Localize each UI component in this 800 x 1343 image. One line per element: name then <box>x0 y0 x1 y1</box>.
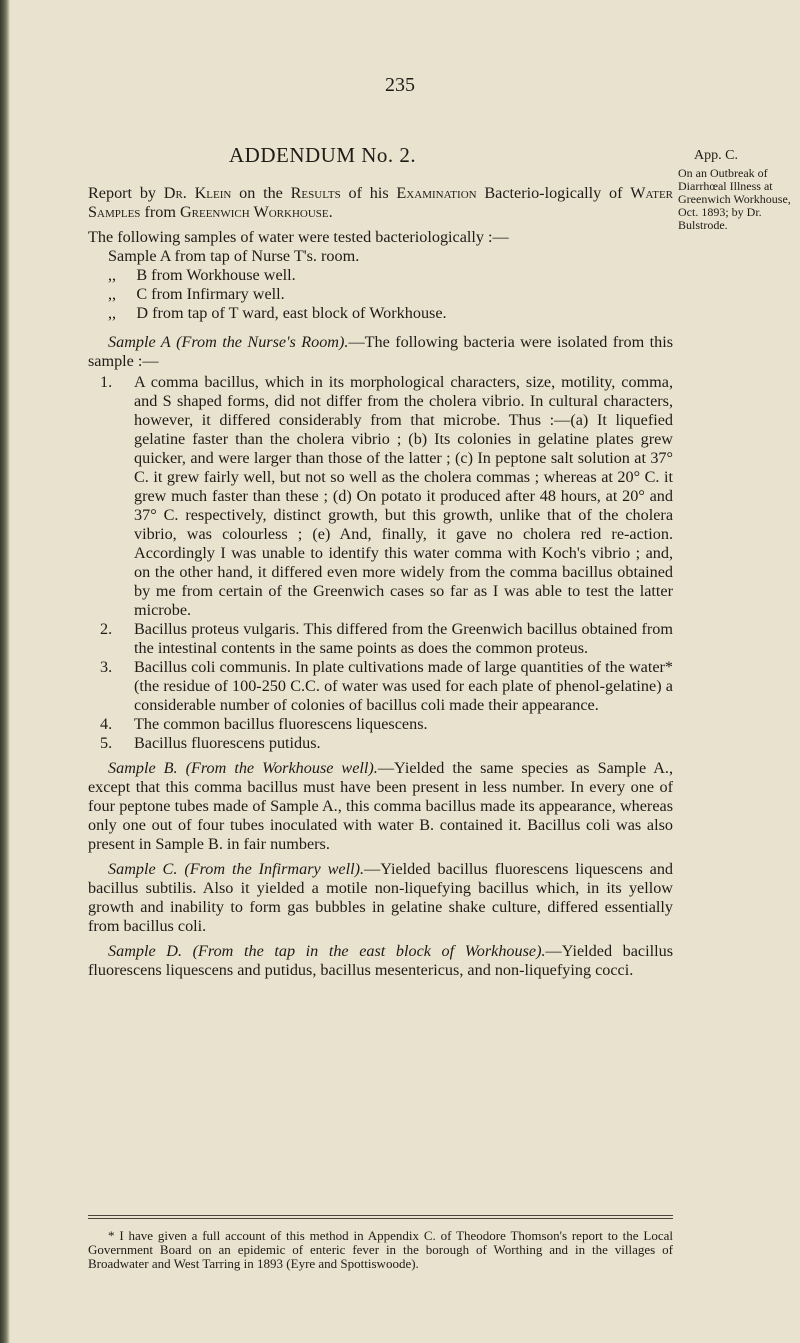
report-heading: Report by Dr. Klein on the Results of his Examination Bacterio-logically of Water Samples from Greenwich Workhouse. <box>88 184 674 221</box>
sample-list-item: ,, C from Infirmary well. <box>108 285 285 303</box>
bacteria-list <box>88 373 673 753</box>
bacteria-item: 3. Bacillus coli communis. In plate cultivations made of large quantities of the water* (the residue of 100-250 C.C. of water was used for each plate of phenol-gelatine) a considerable number of colonies of bacillus coli made their appearance. <box>100 658 673 714</box>
sample-c-paragraph: Sample C. (From the Infirmary well).—Yielded bacillus fluorescens liquescens and bacillus subtilis. Also it yielded a motile non-liquefying bacillus which, in its yellow growth and inability to form gas bubbles in gelatine shake culture, differed essentially from bacillus coli. <box>88 860 674 935</box>
intro-paragraph: The following samples of water were tested bacteriologically :— <box>88 228 509 246</box>
bacteria-item: 5. Bacillus fluorescens putidus. <box>100 734 321 752</box>
sample-a-paragraph: Sample A (From the Nurse's Room).—The following bacteria were isolated from this sample :— <box>88 333 673 370</box>
margin-sidenote: On an Outbreak of Diarrhœal Illness at Greenwich Workhouse, Oct. 1893; by Dr. Bulstrode. <box>678 166 791 232</box>
sample-list-item: ,, D from tap of T ward, east block of Workhouse. <box>108 304 447 322</box>
footnote: * I have given a full account of this method in Appendix C. of Theodore Thomson's report to the Local Government Board on an epidemic of enteric fever in the borough of Worthing and in the villages of Broadwater and West Tarring in 1893 (Eyre and Spottiswoode). <box>88 1228 673 1271</box>
sample-b-label: Sample B. <box>108 759 178 777</box>
sample-a-source: (From the Nurse's Room). <box>176 333 349 351</box>
sample-b-source: (From the Workhouse well). <box>185 759 378 777</box>
sample-c-source: (From the Infirmary well). <box>184 860 365 878</box>
sample-list <box>88 247 673 323</box>
sample-d-source: (From the tap in the east block of Workhouse). <box>192 942 546 960</box>
page-number: 235 <box>385 74 415 96</box>
page-binding-edge <box>0 0 10 1343</box>
sample-a-label: Sample A <box>108 333 171 351</box>
main-text <box>88 184 673 980</box>
bacteria-item: 4. The common bacillus fluorescens liquescens. <box>100 715 428 733</box>
bacteria-item: 1. A comma bacillus, which in its morphological characters, size, motility, comma, and S shaped forms, did not differ from the cholera vibrio. In cultural characters, however, it differed considerably from that microbe. Thus :—(a) It liquefied gelatine faster than the cholera vibrio ; (b) Its colonies in gelatine plates grew quicker, and were larger than those of the latter ; (c) In peptone salt solution at 37° C. it grew fairly well, but not so well as the cholera commas ; whereas at 20° C. it grew much faster than these ; (d) On potato it produced after 48 hours, at 20° and 37° C. respectively, distinct growth, but this growth, unlike that of the cholera vibrio, was colourless ; (e) And, finally, it gave no cholera red re-action. Accordingly I was unable to identify this water comma with Koch's vibrio ; and, on the other hand, it differed even more widely from the comma bacillus obtained by me from certain of the Greenwich cases so far as I was able to test the latter microbe. <box>100 373 673 619</box>
sample-d-paragraph: Sample D. (From the tap in the east block of Workhouse).—Yielded bacillus fluorescens liquescens and putidus, bacillus mesentericus, and non-liquefying cocci. <box>88 942 674 979</box>
sample-list-item: ,, B from Workhouse well. <box>108 266 296 284</box>
sample-d-label: Sample D. <box>108 942 182 960</box>
footnote-divider <box>88 1215 673 1219</box>
sample-b-paragraph: Sample B. (From the Workhouse well).—Yielded the same species as Sample A., except that this comma bacillus must have been present in less number. In every one of four peptone tubes made of Sample A., this comma bacillus made its appearance, whereas only one out of four tubes inoculated with water B. contained it. Bacillus coli was also present in Sample B. in fair numbers. <box>88 759 674 853</box>
bacteria-item: 2. Bacillus proteus vulgaris. This differed from the Greenwich bacillus obtained from the intestinal contents in the same points as does the common proteus. <box>100 620 673 657</box>
sample-c-label: Sample C. <box>108 860 178 878</box>
sample-list-item: Sample A from tap of Nurse T's. room. <box>108 247 360 265</box>
appendix-label: App. C. <box>694 148 738 163</box>
addendum-title: ADDENDUM No. 2. <box>229 143 417 167</box>
